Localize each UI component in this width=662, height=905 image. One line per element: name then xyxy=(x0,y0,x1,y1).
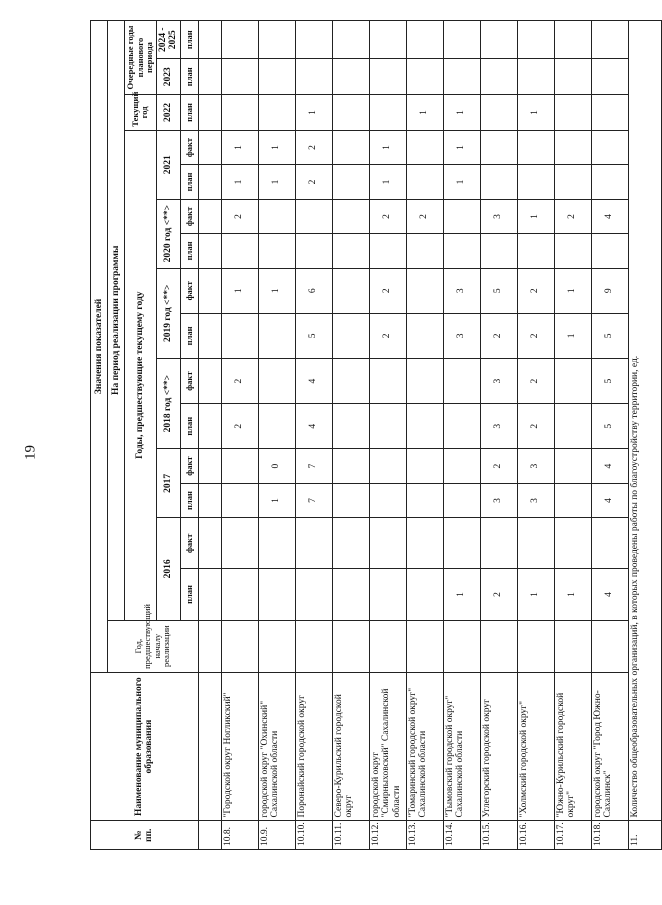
col-name-header: Наименование муниципального образования xyxy=(91,672,199,821)
value-cell: 1 xyxy=(554,268,591,313)
spacer-cell xyxy=(198,672,221,821)
value-cell: 1 xyxy=(554,313,591,358)
value-cell: 2 xyxy=(221,359,258,404)
col-no-header: № пп. xyxy=(91,821,199,850)
value-cell xyxy=(443,620,480,672)
year-2018-header: 2018 год <**> xyxy=(156,359,180,449)
value-cell xyxy=(295,199,332,233)
value-cell: 4 xyxy=(591,569,628,620)
value-cell xyxy=(295,21,332,59)
value-cell xyxy=(554,165,591,199)
value-cell: 1 xyxy=(443,95,480,131)
value-cell: 3 xyxy=(517,483,554,517)
year-2022-header: 2022 xyxy=(156,95,180,131)
spacer-cell xyxy=(198,821,221,850)
value-cell xyxy=(221,518,258,569)
indicators-table xyxy=(90,20,662,850)
value-cell: 1 xyxy=(258,165,295,199)
value-cell xyxy=(221,483,258,517)
spacer-cell xyxy=(198,620,221,672)
program-period-header: На период реализации программы xyxy=(108,21,125,621)
value-cell: 0 xyxy=(258,449,295,483)
value-cell: 4 xyxy=(591,199,628,233)
value-cell: 3 xyxy=(517,449,554,483)
spacer-cell xyxy=(198,21,221,59)
value-cell: 3 xyxy=(480,404,517,449)
value-cell: 1 xyxy=(221,268,258,313)
value-cell xyxy=(221,620,258,672)
value-cell xyxy=(517,234,554,268)
row-number: 10.17. xyxy=(554,821,591,850)
value-cell xyxy=(480,95,517,131)
value-cell xyxy=(406,313,443,358)
value-cell xyxy=(332,21,369,59)
value-cell: 1 xyxy=(295,95,332,131)
value-cell: 1 xyxy=(517,569,554,620)
plan-header: план xyxy=(180,234,198,268)
value-cell xyxy=(554,59,591,95)
plan-header: план xyxy=(180,483,198,517)
table-row xyxy=(443,21,480,850)
value-cell xyxy=(221,449,258,483)
spacer-cell xyxy=(198,449,221,483)
value-cell: 1 xyxy=(443,165,480,199)
spacer-cell xyxy=(198,234,221,268)
value-cell xyxy=(443,518,480,569)
year-2021-header: 2021 xyxy=(156,130,180,199)
fact-header: факт xyxy=(180,518,198,569)
value-cell xyxy=(591,95,628,131)
value-cell xyxy=(591,59,628,95)
municipality-name: "Холмский городской округ" xyxy=(517,672,554,821)
value-cell xyxy=(332,518,369,569)
value-cell xyxy=(554,483,591,517)
spacer-cell xyxy=(198,59,221,95)
fact-header: факт xyxy=(180,268,198,313)
value-cell xyxy=(369,95,406,131)
value-cell xyxy=(258,59,295,95)
table-header xyxy=(91,21,222,850)
plan-header: план xyxy=(180,313,198,358)
value-cell xyxy=(369,359,406,404)
spacer-cell xyxy=(198,95,221,131)
value-cell: 4 xyxy=(295,359,332,404)
value-cell xyxy=(258,21,295,59)
value-cell: 4 xyxy=(295,404,332,449)
value-cell xyxy=(406,569,443,620)
value-cell xyxy=(332,569,369,620)
municipality-name: Северо-Курильский городской округ xyxy=(332,672,369,821)
value-cell xyxy=(591,518,628,569)
plan-header: план xyxy=(180,165,198,199)
year-2023-header: 2023 xyxy=(156,59,180,95)
value-cell xyxy=(554,359,591,404)
spacer-cell xyxy=(198,165,221,199)
value-cell: 3 xyxy=(443,313,480,358)
spacer-cell xyxy=(198,313,221,358)
value-cell xyxy=(480,130,517,164)
value-cell xyxy=(480,165,517,199)
value-cell xyxy=(369,59,406,95)
value-cell: 2 xyxy=(221,199,258,233)
value-cell xyxy=(295,620,332,672)
value-cell: 3 xyxy=(480,199,517,233)
spacer-cell xyxy=(198,199,221,233)
value-cell: 2 xyxy=(517,268,554,313)
table-row xyxy=(406,21,443,850)
next-years-header: Очередные годы планового периода xyxy=(125,21,157,95)
spacer-cell xyxy=(198,359,221,404)
value-cell xyxy=(517,21,554,59)
value-cell: 2 xyxy=(406,199,443,233)
value-cell xyxy=(443,21,480,59)
value-cell xyxy=(554,449,591,483)
value-cell: 2 xyxy=(221,404,258,449)
value-cell xyxy=(406,21,443,59)
fact-header: факт xyxy=(180,359,198,404)
value-cell: 1 xyxy=(517,199,554,233)
indicator-title: Количество общеобразовательных организаций, в которых проведены работы по благоустройству территории, ед. xyxy=(628,21,661,821)
row-number: 11. xyxy=(628,821,661,850)
year-before-header: Год, предшествующий началу реализации xyxy=(108,620,199,672)
municipality-name: городской округ "Город Южно-Сахалинск" xyxy=(591,672,628,821)
value-cell: 1 xyxy=(554,569,591,620)
value-cell xyxy=(554,404,591,449)
value-cell xyxy=(369,483,406,517)
table-row xyxy=(517,21,554,850)
value-cell: 7 xyxy=(295,449,332,483)
value-cell: 1 xyxy=(369,165,406,199)
value-cell xyxy=(406,130,443,164)
value-cell xyxy=(554,95,591,131)
table-row xyxy=(591,21,628,850)
value-cell xyxy=(295,518,332,569)
table-row xyxy=(628,21,661,850)
page-number: 19 xyxy=(22,445,39,460)
value-cell xyxy=(258,620,295,672)
value-cell xyxy=(258,359,295,404)
value-cell xyxy=(480,59,517,95)
value-cell: 2 xyxy=(369,199,406,233)
value-cell: 1 xyxy=(258,483,295,517)
value-cell: 3 xyxy=(443,268,480,313)
value-cell xyxy=(221,313,258,358)
value-cell: 2 xyxy=(517,359,554,404)
row-number: 10.9. xyxy=(258,821,295,850)
value-cell xyxy=(554,234,591,268)
plan-header: план xyxy=(180,95,198,131)
value-cell xyxy=(332,404,369,449)
value-cell xyxy=(480,620,517,672)
value-cell: 5 xyxy=(591,313,628,358)
spacer-cell xyxy=(198,569,221,620)
municipality-name: городской округ "Охинский" Сахалинской области xyxy=(258,672,295,821)
value-cell: 1 xyxy=(443,569,480,620)
value-cell xyxy=(443,199,480,233)
spacer-cell xyxy=(198,130,221,164)
value-cell xyxy=(369,620,406,672)
value-cell xyxy=(295,234,332,268)
value-cell xyxy=(258,404,295,449)
year-2016-header: 2016 xyxy=(156,518,180,620)
value-cell xyxy=(591,234,628,268)
value-cell: 2 xyxy=(480,449,517,483)
value-cell xyxy=(332,95,369,131)
value-cell xyxy=(443,483,480,517)
row-number: 10.18. xyxy=(591,821,628,850)
table-body xyxy=(221,21,628,850)
value-cell xyxy=(332,165,369,199)
value-cell xyxy=(369,21,406,59)
municipality-name: Углегорский городской округ xyxy=(480,672,517,821)
value-cell: 1 xyxy=(221,165,258,199)
value-cell: 2 xyxy=(554,199,591,233)
municipality-name: "Городской округ Ногликский" xyxy=(221,672,258,821)
value-cell xyxy=(295,59,332,95)
year-2019-header: 2019 год <**> xyxy=(156,268,180,358)
fact-header: факт xyxy=(180,130,198,164)
value-cell xyxy=(517,620,554,672)
value-cell: 1 xyxy=(258,268,295,313)
value-cell xyxy=(406,359,443,404)
value-cell xyxy=(406,59,443,95)
value-cell xyxy=(332,268,369,313)
municipality-name: Поронайский городской округ xyxy=(295,672,332,821)
value-cell: 5 xyxy=(295,313,332,358)
value-cell: 1 xyxy=(221,130,258,164)
table-row xyxy=(332,21,369,850)
value-cell xyxy=(369,404,406,449)
value-cell: 4 xyxy=(591,449,628,483)
municipality-name: "Южно-Курильский городской округ" xyxy=(554,672,591,821)
plan-header: план xyxy=(180,404,198,449)
table-row xyxy=(295,21,332,850)
value-cell xyxy=(258,199,295,233)
value-cell xyxy=(406,165,443,199)
value-cell xyxy=(480,518,517,569)
value-cell: 1 xyxy=(517,95,554,131)
spacer-cell xyxy=(198,268,221,313)
value-cell xyxy=(332,620,369,672)
value-cell xyxy=(332,199,369,233)
value-cell xyxy=(332,130,369,164)
value-cell: 2 xyxy=(517,313,554,358)
value-cell xyxy=(369,449,406,483)
row-number: 10.15. xyxy=(480,821,517,850)
value-cell xyxy=(406,518,443,569)
value-cell: 1 xyxy=(406,95,443,131)
value-cell xyxy=(554,21,591,59)
value-cell xyxy=(369,518,406,569)
value-cell: 9 xyxy=(591,268,628,313)
spacer-cell xyxy=(198,483,221,517)
row-number: 10.12. xyxy=(369,821,406,850)
value-cell: 4 xyxy=(591,483,628,517)
value-cell xyxy=(221,59,258,95)
value-cell xyxy=(406,268,443,313)
value-cell xyxy=(517,59,554,95)
value-cell xyxy=(332,59,369,95)
value-cell xyxy=(480,21,517,59)
value-cell xyxy=(369,234,406,268)
value-cell: 5 xyxy=(591,359,628,404)
value-cell: 2 xyxy=(480,569,517,620)
value-cell: 1 xyxy=(369,130,406,164)
value-cell xyxy=(591,165,628,199)
value-cell xyxy=(258,313,295,358)
value-cell xyxy=(221,569,258,620)
fact-header: факт xyxy=(180,199,198,233)
row-number: 10.10. xyxy=(295,821,332,850)
plan-header: план xyxy=(180,569,198,620)
value-cell xyxy=(554,620,591,672)
value-cell xyxy=(258,569,295,620)
row-number: 10.14. xyxy=(443,821,480,850)
value-cell xyxy=(332,449,369,483)
value-cell xyxy=(406,449,443,483)
value-cell xyxy=(406,483,443,517)
row-number: 10.16. xyxy=(517,821,554,850)
value-cell: 2 xyxy=(517,404,554,449)
value-cell xyxy=(221,95,258,131)
value-cell: 1 xyxy=(258,130,295,164)
value-cell xyxy=(332,359,369,404)
value-cell xyxy=(591,620,628,672)
value-cell xyxy=(258,518,295,569)
value-cell xyxy=(443,359,480,404)
value-cell xyxy=(443,59,480,95)
value-cell xyxy=(554,518,591,569)
value-cell xyxy=(332,313,369,358)
value-cell xyxy=(332,483,369,517)
rotated-table-sheet xyxy=(90,20,640,850)
value-cell xyxy=(221,21,258,59)
year-2020-header: 2020 год <**> xyxy=(156,199,180,268)
value-cell xyxy=(554,130,591,164)
value-cell xyxy=(517,518,554,569)
indicators-header: Значения показателей xyxy=(91,21,108,673)
value-cell xyxy=(221,234,258,268)
value-cell xyxy=(443,404,480,449)
years-before-current-header: Годы, предшествующие текущему году xyxy=(125,130,157,620)
row-number: 10.11. xyxy=(332,821,369,850)
value-cell: 7 xyxy=(295,483,332,517)
value-cell xyxy=(591,130,628,164)
value-cell xyxy=(406,234,443,268)
value-cell: 2 xyxy=(295,130,332,164)
municipality-name: "Томаринский городской округ" Сахалинской области xyxy=(406,672,443,821)
table-footer xyxy=(628,21,661,850)
value-cell: 6 xyxy=(295,268,332,313)
fact-header: факт xyxy=(180,449,198,483)
table-row xyxy=(480,21,517,850)
table-row xyxy=(221,21,258,850)
value-cell: 3 xyxy=(480,483,517,517)
table-row xyxy=(369,21,406,850)
municipality-name: городской округ "Смирныховский" Сахалинской области xyxy=(369,672,406,821)
value-cell: 2 xyxy=(480,313,517,358)
value-cell xyxy=(517,165,554,199)
value-cell: 3 xyxy=(480,359,517,404)
row-number: 10.13. xyxy=(406,821,443,850)
spacer-cell xyxy=(198,404,221,449)
year-2017-header: 2017 xyxy=(156,449,180,518)
plan-header: план xyxy=(180,59,198,95)
value-cell xyxy=(369,569,406,620)
value-cell: 2 xyxy=(295,165,332,199)
value-cell xyxy=(258,234,295,268)
row-number: 10.8. xyxy=(221,821,258,850)
plan-header: план xyxy=(180,21,198,59)
year-2024-header: 2024 - 2025 xyxy=(156,21,180,59)
value-cell: 2 xyxy=(369,268,406,313)
spacer-cell xyxy=(198,518,221,569)
municipality-name: "Тымовский городской округ" Сахалинской области xyxy=(443,672,480,821)
value-cell xyxy=(517,130,554,164)
table-row xyxy=(554,21,591,850)
value-cell xyxy=(406,404,443,449)
value-cell: 2 xyxy=(369,313,406,358)
value-cell xyxy=(258,95,295,131)
value-cell: 5 xyxy=(591,404,628,449)
value-cell xyxy=(443,234,480,268)
table-row xyxy=(258,21,295,850)
value-cell: 1 xyxy=(443,130,480,164)
current-year-header: Текущий год xyxy=(125,95,157,131)
value-cell xyxy=(443,449,480,483)
value-cell xyxy=(591,21,628,59)
value-cell xyxy=(480,234,517,268)
value-cell xyxy=(295,569,332,620)
value-cell: 5 xyxy=(480,268,517,313)
value-cell xyxy=(332,234,369,268)
value-cell xyxy=(406,620,443,672)
